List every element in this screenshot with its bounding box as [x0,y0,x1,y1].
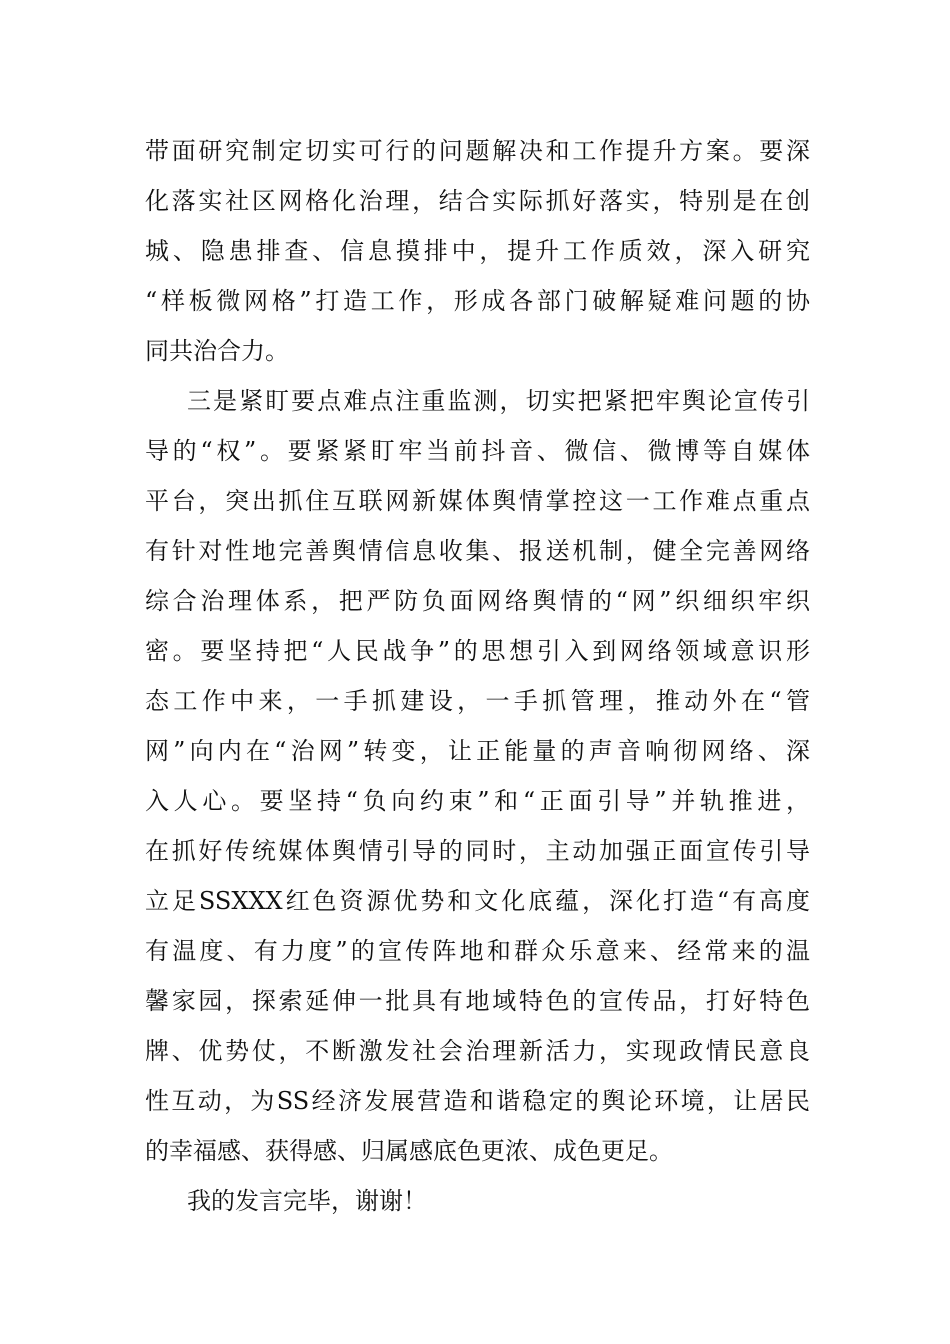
text-line: 性互动，为SS经济发展营造和谐稳定的舆论环境，让居民 [145,1087,810,1115]
text-line: 在抓好传统媒体舆情引导的同时，主动加强正面宣传引导 [145,837,810,865]
text-line: 同共治合力。 [145,337,289,365]
closing-line: 我的发言完毕，谢谢！ [187,1187,427,1215]
text-line: 导的“权”。要紧紧盯牢当前抖音、微信、微博等自媒体 [145,437,810,465]
text-line: 的幸福感、获得感、归属感底色更浓、成色更足。 [145,1137,673,1165]
paragraph-3 [145,1176,810,1226]
text-line: 立足SSXXX红色资源优势和文化底蕴，深化打造“有高度 [145,887,810,915]
text-line: 牌、优势仗，不断激发社会治理新活力，实现政情民意良 [145,1037,810,1065]
text-line: 三是紧盯要点难点注重监测，切实把紧把牢舆论宣传引 [187,387,810,415]
paragraph-2 [145,376,810,1176]
text-line: 带面研究制定切实可行的问题解决和工作提升方案。要深 [145,137,810,165]
text-line: 综合治理体系，把严防负面网络舆情的“网”织细织牢织 [145,587,810,615]
text-line: 密。要坚持把“人民战争”的思想引入到网络领域意识形 [145,637,810,665]
text-line: 有针对性地完善舆情信息收集、报送机制，健全完善网络 [145,537,810,565]
paragraph-1 [145,126,810,376]
text-line: “样板微网格”打造工作，形成各部门破解疑难问题的协 [145,287,810,315]
text-line: 化落实社区网格化治理，结合实际抓好落实，特别是在创 [145,187,810,215]
text-line: 馨家园，探索延伸一批具有地域特色的宣传品，打好特色 [145,987,810,1015]
text-line: 城、隐患排查、信息摸排中，提升工作质效，深入研究 [145,237,810,265]
text-line: 网”向内在“治网”转变，让正能量的声音响彻网络、深 [145,737,810,765]
text-line: 入人心。要坚持“负向约束”和“正面引导”并轨推进， [145,787,810,815]
document-body [145,126,810,1226]
text-line: 态工作中来，一手抓建设，一手抓管理，推动外在“管 [145,687,810,715]
text-line: 平台，突出抓住互联网新媒体舆情掌控这一工作难点重点 [145,487,810,515]
text-line: 有温度、有力度”的宣传阵地和群众乐意来、经常来的温 [145,937,810,965]
